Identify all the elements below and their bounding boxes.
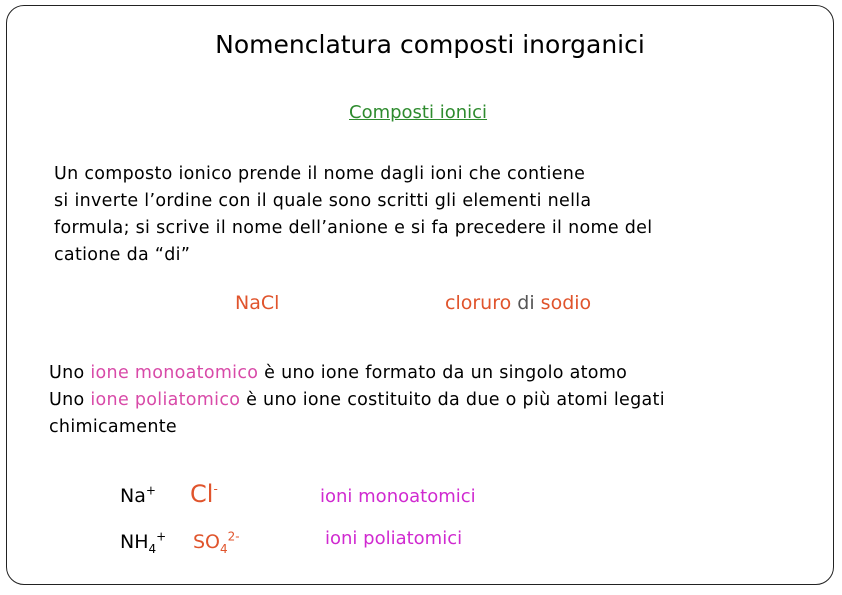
page-title: Nomenclatura composti inorganici: [215, 30, 645, 59]
ion-chloride: [190, 480, 218, 508]
ion-symbol: NH: [120, 531, 149, 553]
ion-symbol: Cl: [190, 480, 214, 508]
section-subtitle: Composti ionici: [349, 102, 488, 123]
ion-charge: 2-: [227, 529, 240, 544]
label-monoatomic-ions: ioni monoatomici: [320, 486, 476, 507]
intro-line: catione da “di”: [54, 245, 191, 265]
ion-charge: +: [156, 529, 167, 544]
cation-name: sodio: [540, 292, 592, 314]
definition-mono: [49, 360, 665, 387]
ion-sulfate: [193, 529, 240, 556]
ion-symbol: Na: [120, 485, 146, 507]
intro-line: si inverte l’ordine con il quale sono scritti gli elementi nella: [54, 191, 592, 211]
intro-line: formula; si scrive il nome dell’anione e si fa precedere il nome del: [54, 218, 653, 238]
definition-prefix: Uno: [49, 390, 85, 410]
definition-continuation: chimicamente: [49, 417, 177, 437]
ion-charge: -: [213, 482, 218, 496]
name-connector: di: [517, 292, 535, 314]
ion-ammonium: [120, 529, 167, 556]
definition-term: ione monoatomico: [90, 363, 259, 383]
ion-subscript: 4: [220, 541, 228, 556]
label-polyatomic-ions: ioni poliatomici: [325, 528, 463, 549]
example-formula: NaCl: [235, 292, 280, 314]
ion-sodium: [120, 485, 156, 507]
ion-subscript: 4: [148, 541, 157, 556]
definition-text: è uno ione formato da un singolo atomo: [264, 363, 628, 383]
definition-poli: [49, 387, 665, 414]
example-name: [445, 292, 591, 314]
ion-charge: +: [145, 483, 156, 498]
anion-name: cloruro: [445, 292, 512, 314]
definitions: [49, 360, 665, 441]
ion-symbol: SO: [193, 531, 221, 553]
definition-term: ione poliatomico: [90, 390, 241, 410]
definition-prefix: Uno: [49, 363, 85, 383]
intro-line: Un composto ionico prende il nome dagli ioni che contiene: [54, 164, 586, 184]
definition-text: è uno ione costituito da due o più atomi legati: [246, 390, 665, 410]
intro-paragraph: [54, 161, 652, 269]
